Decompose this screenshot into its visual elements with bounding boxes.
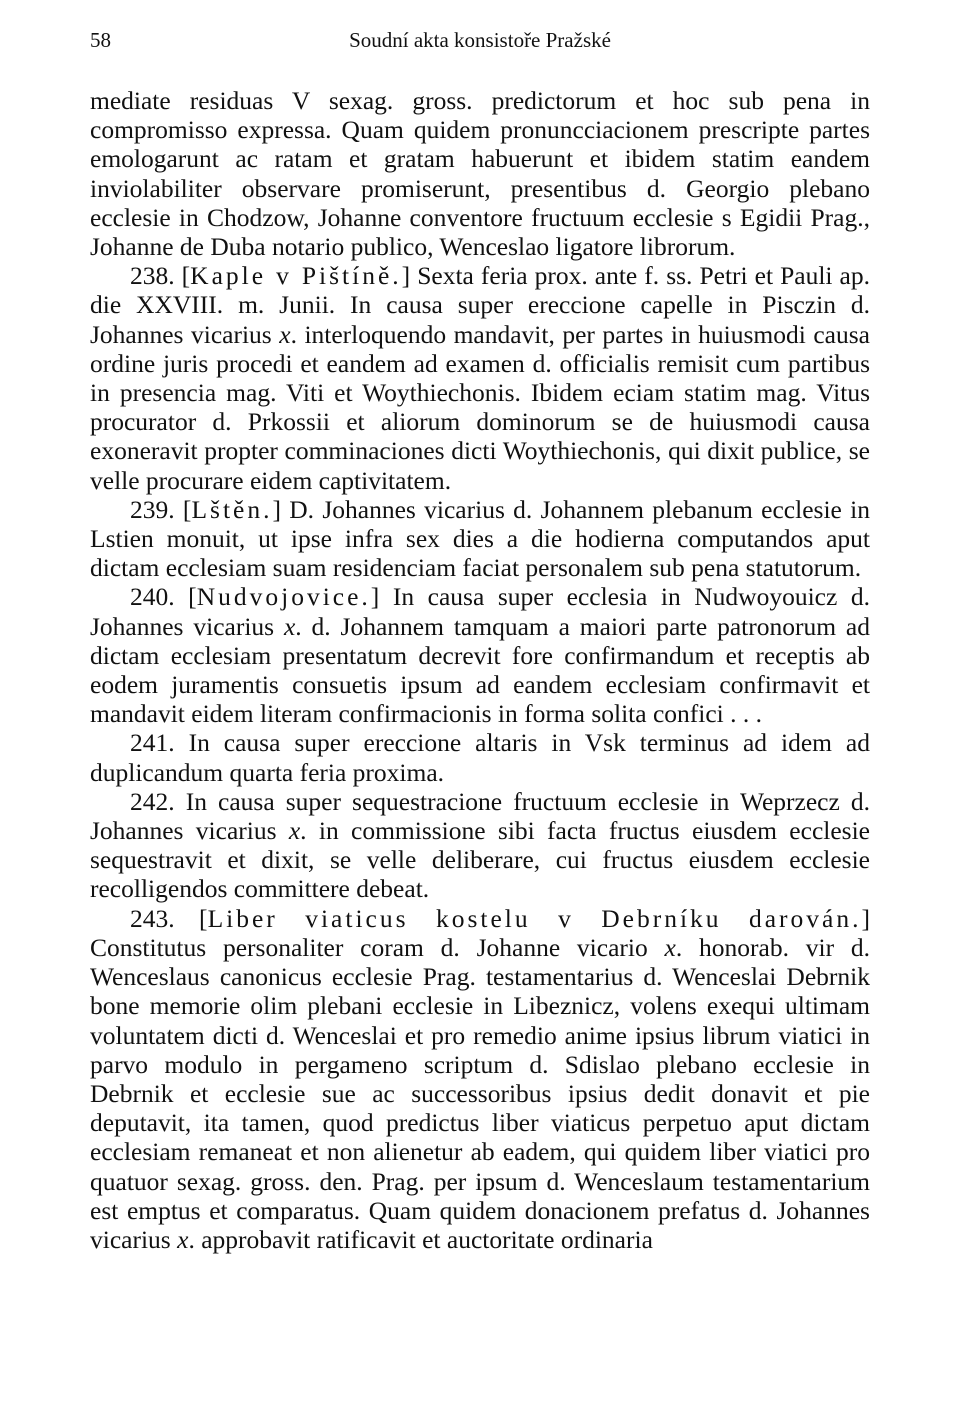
entry-text: 243. [ xyxy=(130,903,208,933)
abbreviation-mark: x xyxy=(288,816,301,846)
entry-text: 242. In causa super sequestracione fructuum ecclesie in Weprzecz d. Johannes vicarius xyxy=(90,786,870,846)
entry-240 xyxy=(90,582,870,728)
abbreviation-mark: x xyxy=(664,932,676,962)
entry-text: ] In causa super ecclesia in Nudwoyouicz d. Johannes vicarius xyxy=(90,582,870,641)
entry-heading: Liber viaticus kostelu v Debrníku darován. xyxy=(207,903,862,933)
entry-text: . honorab. vir d. Wenceslaus canonicus ecclesie Prag. testamentarius d. Wenceslai Debrnik bone memorie olim plebani ecclesie in Libeznicz, volens exequi ultimam voluntatem dicti d. Wenceslai et pro remedio anime ipsius librum viatici in parvo modulo in pergameno scriptum d. Sdislao plebano ecclesie in Debrnik et ecclesie sue ac successoribus ipsius dedit donavit et pie deputavit, ita tamen, quod predictus liber viaticus perpetuo aput dictam ecclesiam remaneat et non alienetur ab eadem, qui quidem liber viatici pro quatuor sexag. gross. den. Prag. per ipsum d. Wenceslaum testamentarium est emptus et comparatus. Quam quidem donacionem prefatus d. Johannes vicarius xyxy=(90,932,870,1254)
entry-text: . d. Johannem tamquam a maiori parte patronorum ad dictam ecclesiam presentatum decrevit fore confirmandum et receptis ab eodem juramentis consuetis ipsum ad eandem ecclesiam confirmavit et mandavit eidem literam confirmacionis in forma solita confici . . . xyxy=(90,611,870,729)
document-body xyxy=(90,86,870,1254)
paragraph-text: mediate residuas V sexag. gross. predictorum et hoc sub pena in compromisso expressa. Quam quidem pronuncciacionem prescripte partes emologarunt ac ratam et gratam habuerunt et ibidem statim eandem inviolabiliter observare promiserunt, presentibus d. Georgio plebano ecclesie in Chodzow, Johanne conventore fructuum ecclesie s Egidii Prag., Johanne de Duba notario publico, Wenceslao ligatore librorum. xyxy=(90,86,870,262)
entry-243 xyxy=(90,904,870,1254)
entry-text: . approbavit ratificavit et auctoritate ordinaria xyxy=(188,1224,653,1254)
entry-text: 241. In causa super ereccione altaris in Vsk terminus ad idem ad duplicandum quarta feria proxima. xyxy=(90,728,870,787)
running-title: Soudní akta konsistoře Pražské xyxy=(349,28,611,52)
entry-242 xyxy=(90,787,870,904)
paragraph-continuation xyxy=(90,86,870,261)
abbreviation-mark: x xyxy=(279,319,291,349)
entry-241 xyxy=(90,728,870,786)
entry-text: 238. [ xyxy=(130,261,191,291)
page-header xyxy=(90,28,870,58)
entry-text: ] Sexta feria prox. ante f. ss. Petri et Pauli ap. die XXVIII. m. Junii. In causa super ereccione capelle in Pisczin d. Johannes vicarius xyxy=(90,261,870,349)
page-number: 58 xyxy=(90,28,111,52)
entry-text: . in commissione sibi facta fructus eiusdem ecclesie sequestravit et dixit, se velle deliberare, cui fructus eiusdem ecclesie recolligendos committere debeat. xyxy=(90,816,870,904)
entry-heading: Lštěn. xyxy=(191,494,273,524)
entry-text: . interloquendo mandavit, per partes in huiusmodi causa ordine juris procedi et eandem ad examen d. officialis remisit cum partibus in presencia mag. Viti et Woythiechonis. Ibidem eciam statim mag. Vitus procurator d. Prkossii et aliorum dominorum se de huiusmodi causa exoneravit propter comminaciones dicti Woythiechonis, qui dixit publice, se velle procurare eidem captivitatem. xyxy=(90,319,870,495)
entry-text: ] D. Johannes vicarius d. Johannem plebanum ecclesie in Lstien monuit, ut ipse infra sex dies a die hodierna computandos aput dictam ecclesiam suam residenciam faciat personalem sub pena statutorum. xyxy=(90,494,870,583)
abbreviation-mark: x xyxy=(177,1224,189,1254)
entry-heading: Kaple v Pištíně. xyxy=(190,261,402,291)
entry-238 xyxy=(90,261,870,495)
entry-text: ] Constitutus personaliter coram d. Johanne vicario xyxy=(90,903,870,962)
entry-239 xyxy=(90,495,870,583)
entry-text: 239. [ xyxy=(130,494,192,524)
entry-heading: Nudvojovice. xyxy=(196,582,371,612)
abbreviation-mark: x xyxy=(283,611,296,641)
entry-text: 240. [ xyxy=(130,582,197,612)
